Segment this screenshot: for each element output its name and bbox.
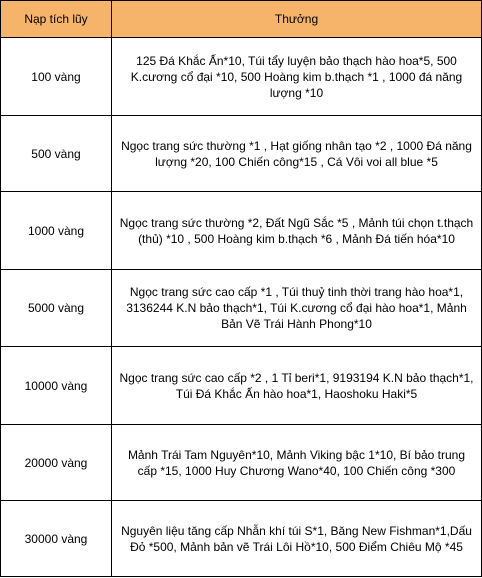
row-reward: Mảnh Trái Tam Nguyên*10, Mảnh Viking bậc 1*10, Bí bảo trung cấp *15, 1000 Huy Chương Wano*40, 100 Chiến công *300 xyxy=(112,425,482,501)
table-row xyxy=(1,270,482,347)
header-amount: Nạp tích lũy xyxy=(1,1,112,38)
header-reward: Thưởng xyxy=(112,1,482,38)
row-amount: 500 vàng xyxy=(1,116,112,192)
row-reward: 125 Đá Khắc Ấn*10, Túi tẩy luyện bảo thạch hào hoa*5, 500 K.cương cổ đại *10, 500 Hoàng kim b.thạch *1 , 1000 đá năng lượng *10 xyxy=(112,38,482,116)
table-row xyxy=(1,192,482,270)
row-amount: 30000 vàng xyxy=(1,501,112,577)
row-reward: Nguyên liệu tăng cấp Nhẫn khí túi S*1, Băng New Fishman*1,Dấu Đỏ *500, Mảnh bản vẽ Trái Lôi Hồ*10, 500 Điểm Chiêu Mộ *45 xyxy=(112,501,482,577)
table-row xyxy=(1,501,482,577)
row-amount: 5000 vàng xyxy=(1,270,112,347)
row-reward: Ngọc trang sức thường *2, Đất Ngũ Sắc *5 , Mảnh túi chọn t.thạch (thủ) *10 , 500 Hoàng kim b.thạch *6 , Mảnh Đá tiến hóa*10 xyxy=(112,192,482,270)
row-reward: Ngọc trang sức thường *1 , Hạt giống nhân tạo *2 , 1000 Đá năng lượng *20, 100 Chiến công*15 , Cá Vôi voi all blue *5 xyxy=(112,116,482,192)
row-amount: 10000 vàng xyxy=(1,347,112,425)
row-amount: 1000 vàng xyxy=(1,192,112,270)
row-reward: Ngọc trang sức cao cấp *2 , 1 Tỉ beri*1, 9193194 K.N bảo thạch*1, Túi Đá Khắc Ấn hào hoa*1, Haoshoku Haki*5 xyxy=(112,347,482,425)
row-amount: 100 vàng xyxy=(1,38,112,116)
table-row xyxy=(1,116,482,192)
table-row xyxy=(1,425,482,501)
row-amount: 20000 vàng xyxy=(1,425,112,501)
table-row xyxy=(1,347,482,425)
row-reward: Ngọc trang sức cao cấp *1 , Túi thuỷ tinh thời trang hào hoa*1, 3136244 K.N bảo thạch*1, Túi K.cương cổ đại hào hoa*1, Mảnh Bản Vẽ Trái Hành Phong*10 xyxy=(112,270,482,347)
table-row xyxy=(1,38,482,116)
header-row xyxy=(1,1,482,38)
